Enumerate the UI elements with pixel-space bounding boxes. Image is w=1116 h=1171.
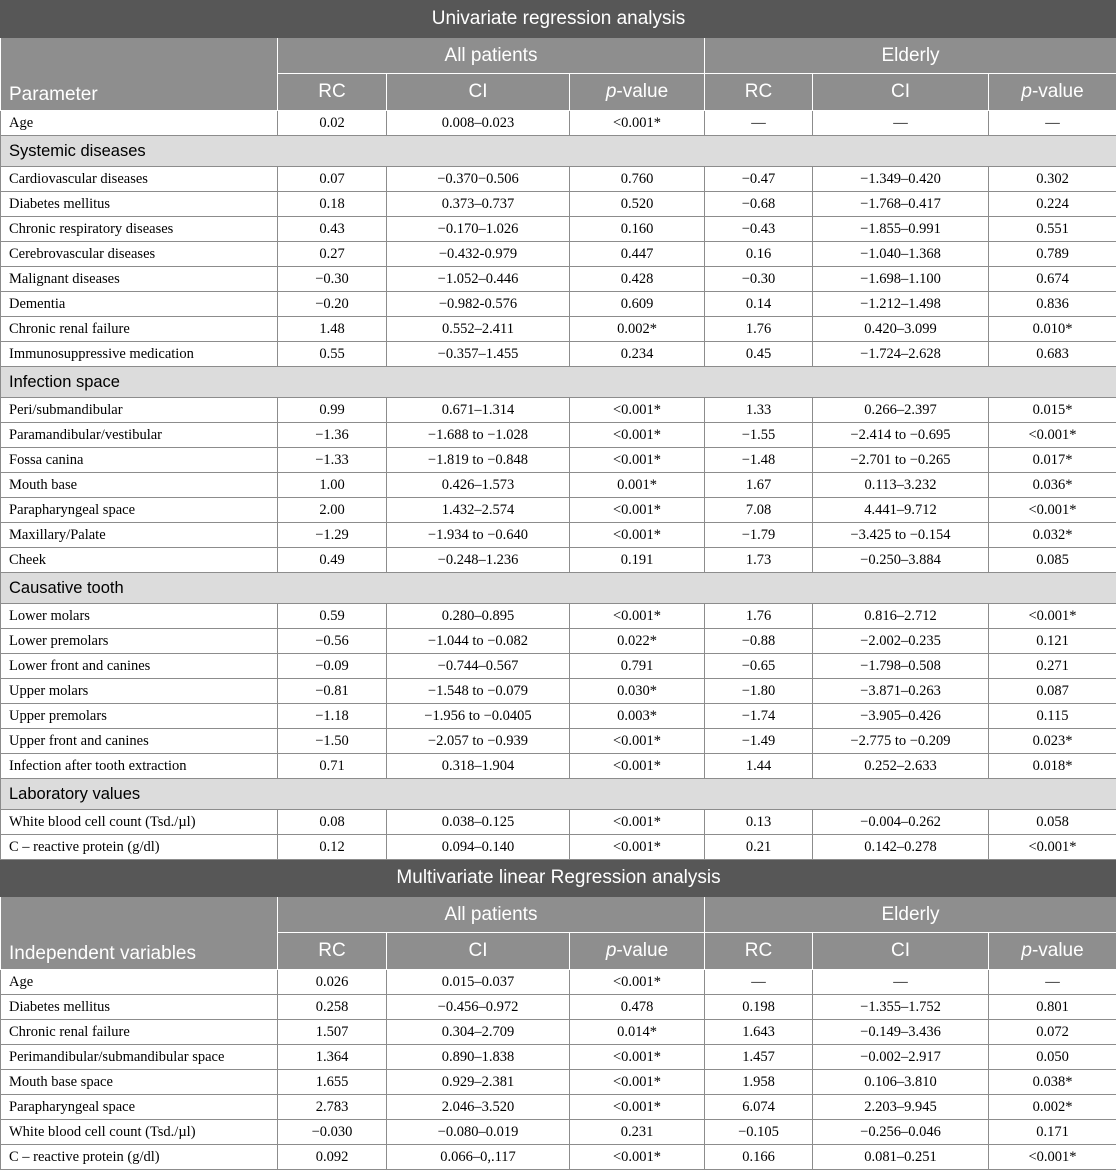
section-row — [1, 367, 1116, 398]
p-all: <0.001* — [570, 604, 705, 629]
ci-elderly: −0.256–0.046 — [813, 1120, 989, 1145]
rc-all: −1.29 — [278, 523, 387, 548]
rc-elderly: −0.105 — [705, 1120, 813, 1145]
p-all: 0.030* — [570, 679, 705, 704]
rc-elderly: — — [705, 970, 813, 995]
rc-all: 0.092 — [278, 1145, 387, 1170]
ci-all: −1.956 to −0.0405 — [387, 704, 570, 729]
ci-elderly: −0.004–0.262 — [813, 810, 989, 835]
rc-elderly: 1.457 — [705, 1045, 813, 1070]
ci-all: −1.548 to −0.079 — [387, 679, 570, 704]
rc-all: −1.18 — [278, 704, 387, 729]
p-elderly: 0.171 — [989, 1120, 1116, 1145]
row-label: Age — [1, 111, 278, 136]
rc-all: 0.27 — [278, 242, 387, 267]
ci-all: 0.426–1.573 — [387, 473, 570, 498]
p-elderly: 0.010* — [989, 317, 1116, 342]
p-elderly: 0.789 — [989, 242, 1116, 267]
section-title: Causative tooth — [1, 573, 1116, 604]
rc-all: 0.08 — [278, 810, 387, 835]
ci-elderly: −0.002–2.917 — [813, 1045, 989, 1070]
rc-elderly: 0.13 — [705, 810, 813, 835]
ci-elderly: — — [813, 970, 989, 995]
row-label: Lower front and canines — [1, 654, 278, 679]
p-all: <0.001* — [570, 111, 705, 136]
p-elderly: 0.302 — [989, 167, 1116, 192]
ci-elderly: 0.816–2.712 — [813, 604, 989, 629]
row-label: Cardiovascular diseases — [1, 167, 278, 192]
p-elderly: 0.018* — [989, 754, 1116, 779]
table-row — [1, 970, 1116, 995]
table-row — [1, 448, 1116, 473]
col-p-value: p-value — [989, 933, 1116, 970]
row-label: Diabetes mellitus — [1, 995, 278, 1020]
p-all: <0.001* — [570, 498, 705, 523]
table-row — [1, 1020, 1116, 1045]
ci-elderly: −3.905–0.426 — [813, 704, 989, 729]
row-label: Cheek — [1, 548, 278, 573]
univariate-title: Univariate regression analysis — [1, 1, 1116, 38]
col-p-value: p-value — [989, 74, 1116, 111]
rc-elderly: 1.73 — [705, 548, 813, 573]
rc-elderly: — — [705, 111, 813, 136]
rc-elderly: 1.76 — [705, 604, 813, 629]
p-elderly: 0.023* — [989, 729, 1116, 754]
section-row — [1, 573, 1116, 604]
ci-elderly: −0.149–3.436 — [813, 1020, 989, 1045]
section-row — [1, 779, 1116, 810]
p-all: 0.002* — [570, 317, 705, 342]
rc-all: 1.48 — [278, 317, 387, 342]
table-row — [1, 317, 1116, 342]
col-ci: CI — [813, 74, 989, 111]
rc-all: 0.12 — [278, 835, 387, 860]
parameter-header: Parameter — [1, 38, 278, 111]
rc-elderly: 1.643 — [705, 1020, 813, 1045]
ci-all: −1.052–0.446 — [387, 267, 570, 292]
section-title: Infection space — [1, 367, 1116, 398]
ci-elderly: −3.871–0.263 — [813, 679, 989, 704]
col-p-value: p-value — [570, 933, 705, 970]
row-label: Chronic renal failure — [1, 1020, 278, 1045]
row-label: Perimandibular/submandibular space — [1, 1045, 278, 1070]
ci-all: 0.094–0.140 — [387, 835, 570, 860]
row-label: C – reactive protein (g/dl) — [1, 835, 278, 860]
rc-all: −0.81 — [278, 679, 387, 704]
p-all: <0.001* — [570, 523, 705, 548]
p-elderly: <0.001* — [989, 604, 1116, 629]
table-row — [1, 111, 1116, 136]
p-elderly: 0.683 — [989, 342, 1116, 367]
group-elderly: Elderly — [705, 897, 1116, 933]
p-elderly: <0.001* — [989, 498, 1116, 523]
rc-elderly: 1.76 — [705, 317, 813, 342]
rc-all: −0.09 — [278, 654, 387, 679]
ci-all: 2.046–3.520 — [387, 1095, 570, 1120]
ci-all: −0.080–0.019 — [387, 1120, 570, 1145]
table-row — [1, 548, 1116, 573]
table-row — [1, 1045, 1116, 1070]
rc-elderly: −0.43 — [705, 217, 813, 242]
ci-all: 0.066–0,.117 — [387, 1145, 570, 1170]
p-elderly: 0.224 — [989, 192, 1116, 217]
ci-elderly: −1.855–0.991 — [813, 217, 989, 242]
ci-all: 0.038–0.125 — [387, 810, 570, 835]
table-row — [1, 1095, 1116, 1120]
col-p-value: p-value — [570, 74, 705, 111]
p-all: <0.001* — [570, 810, 705, 835]
ci-all: 0.373–0.737 — [387, 192, 570, 217]
ci-elderly: 0.113–3.232 — [813, 473, 989, 498]
ci-all: −0.744–0.567 — [387, 654, 570, 679]
col-ci: CI — [387, 74, 570, 111]
rc-all: 0.99 — [278, 398, 387, 423]
rc-all: −0.56 — [278, 629, 387, 654]
ci-elderly: −3.425 to −0.154 — [813, 523, 989, 548]
table-row — [1, 679, 1116, 704]
rc-elderly: −0.65 — [705, 654, 813, 679]
rc-elderly: −0.30 — [705, 267, 813, 292]
row-label: Paramandibular/vestibular — [1, 423, 278, 448]
row-label: Peri/submandibular — [1, 398, 278, 423]
rc-elderly: 7.08 — [705, 498, 813, 523]
rc-all: 2.00 — [278, 498, 387, 523]
rc-elderly: 1.33 — [705, 398, 813, 423]
ci-all: 0.552–2.411 — [387, 317, 570, 342]
ci-elderly: −1.040–1.368 — [813, 242, 989, 267]
ci-elderly: 0.252–2.633 — [813, 754, 989, 779]
ci-all: −0.456–0.972 — [387, 995, 570, 1020]
p-elderly: 0.050 — [989, 1045, 1116, 1070]
rc-elderly: 1.67 — [705, 473, 813, 498]
rc-all: 0.55 — [278, 342, 387, 367]
ci-all: 0.304–2.709 — [387, 1020, 570, 1045]
p-all: 0.022* — [570, 629, 705, 654]
col-rc: RC — [705, 933, 813, 970]
rc-elderly: 6.074 — [705, 1095, 813, 1120]
col-rc: RC — [278, 74, 387, 111]
ci-elderly: −2.002–0.235 — [813, 629, 989, 654]
row-label: Mouth base space — [1, 1070, 278, 1095]
col-rc: RC — [705, 74, 813, 111]
p-elderly: 0.017* — [989, 448, 1116, 473]
rc-elderly: −0.47 — [705, 167, 813, 192]
ci-elderly: −2.775 to −0.209 — [813, 729, 989, 754]
rc-elderly: −0.88 — [705, 629, 813, 654]
ci-elderly: −0.250–3.884 — [813, 548, 989, 573]
row-label: Upper molars — [1, 679, 278, 704]
p-elderly: <0.001* — [989, 835, 1116, 860]
group-all-patients: All patients — [278, 38, 705, 74]
table-row — [1, 1120, 1116, 1145]
ci-all: −1.688 to −1.028 — [387, 423, 570, 448]
rc-elderly: 0.16 — [705, 242, 813, 267]
rc-all: −1.33 — [278, 448, 387, 473]
table-row — [1, 1145, 1116, 1170]
col-ci: CI — [387, 933, 570, 970]
rc-all: 1.00 — [278, 473, 387, 498]
rc-all: −0.30 — [278, 267, 387, 292]
rc-all: 0.02 — [278, 111, 387, 136]
row-label: Upper front and canines — [1, 729, 278, 754]
p-all: <0.001* — [570, 448, 705, 473]
p-elderly: 0.121 — [989, 629, 1116, 654]
p-all: 0.003* — [570, 704, 705, 729]
ci-all: −2.057 to −0.939 — [387, 729, 570, 754]
p-all: 0.160 — [570, 217, 705, 242]
rc-elderly: −0.68 — [705, 192, 813, 217]
multivariate-header — [1, 860, 1116, 970]
ci-elderly: 2.203–9.945 — [813, 1095, 989, 1120]
p-elderly: 0.015* — [989, 398, 1116, 423]
ci-elderly: −2.414 to −0.695 — [813, 423, 989, 448]
ci-elderly: −1.698–1.100 — [813, 267, 989, 292]
ci-all: 0.008–0.023 — [387, 111, 570, 136]
rc-all: −0.20 — [278, 292, 387, 317]
rc-all: 1.655 — [278, 1070, 387, 1095]
row-label: Mouth base — [1, 473, 278, 498]
table-row — [1, 523, 1116, 548]
p-all: 0.428 — [570, 267, 705, 292]
ci-elderly: −1.798–0.508 — [813, 654, 989, 679]
p-all: 0.447 — [570, 242, 705, 267]
rc-elderly: −1.55 — [705, 423, 813, 448]
p-all: <0.001* — [570, 1145, 705, 1170]
rc-all: −1.50 — [278, 729, 387, 754]
multivariate-title: Multivariate linear Regression analysis — [1, 860, 1116, 897]
row-label: Upper premolars — [1, 704, 278, 729]
ci-all: −0.248–1.236 — [387, 548, 570, 573]
p-all: <0.001* — [570, 423, 705, 448]
independent-variables-header: Independent variables — [1, 897, 278, 970]
ci-elderly: — — [813, 111, 989, 136]
p-elderly: <0.001* — [989, 1145, 1116, 1170]
table-row — [1, 629, 1116, 654]
p-elderly: 0.836 — [989, 292, 1116, 317]
p-elderly: 0.085 — [989, 548, 1116, 573]
row-label: Malignant diseases — [1, 267, 278, 292]
ci-elderly: 0.142–0.278 — [813, 835, 989, 860]
p-all: <0.001* — [570, 835, 705, 860]
table-row — [1, 729, 1116, 754]
p-elderly: 0.002* — [989, 1095, 1116, 1120]
rc-all: 0.026 — [278, 970, 387, 995]
ci-elderly: 0.266–2.397 — [813, 398, 989, 423]
ci-all: −0.432-0.979 — [387, 242, 570, 267]
p-all: 0.234 — [570, 342, 705, 367]
ci-all: −1.819 to −0.848 — [387, 448, 570, 473]
ci-all: 0.280–0.895 — [387, 604, 570, 629]
row-label: Fossa canina — [1, 448, 278, 473]
rc-elderly: 0.166 — [705, 1145, 813, 1170]
p-elderly: 0.115 — [989, 704, 1116, 729]
ci-elderly: 4.441–9.712 — [813, 498, 989, 523]
table-row — [1, 498, 1116, 523]
ci-elderly: −1.212–1.498 — [813, 292, 989, 317]
p-elderly: 0.801 — [989, 995, 1116, 1020]
col-ci: CI — [813, 933, 989, 970]
table-row — [1, 342, 1116, 367]
row-label: Dementia — [1, 292, 278, 317]
rc-all: −1.36 — [278, 423, 387, 448]
rc-all: 0.43 — [278, 217, 387, 242]
ci-elderly: −1.349–0.420 — [813, 167, 989, 192]
p-all: 0.191 — [570, 548, 705, 573]
row-label: Cerebrovascular diseases — [1, 242, 278, 267]
p-all: <0.001* — [570, 1045, 705, 1070]
ci-all: −0.982-0.576 — [387, 292, 570, 317]
ci-elderly: 0.081–0.251 — [813, 1145, 989, 1170]
row-label: Chronic respiratory diseases — [1, 217, 278, 242]
p-elderly: 0.674 — [989, 267, 1116, 292]
rc-all: 1.507 — [278, 1020, 387, 1045]
table-row — [1, 810, 1116, 835]
table-row — [1, 604, 1116, 629]
table-row — [1, 267, 1116, 292]
p-all: <0.001* — [570, 729, 705, 754]
ci-elderly: −2.701 to −0.265 — [813, 448, 989, 473]
p-elderly: 0.072 — [989, 1020, 1116, 1045]
rc-elderly: −1.48 — [705, 448, 813, 473]
rc-elderly: 0.14 — [705, 292, 813, 317]
table-row — [1, 242, 1116, 267]
p-all: <0.001* — [570, 754, 705, 779]
group-all-patients: All patients — [278, 897, 705, 933]
p-elderly: 0.058 — [989, 810, 1116, 835]
multivariate-body — [1, 970, 1116, 1170]
rc-all: 0.49 — [278, 548, 387, 573]
p-all: 0.014* — [570, 1020, 705, 1045]
row-label: Lower premolars — [1, 629, 278, 654]
rc-all: 0.18 — [278, 192, 387, 217]
row-label: Chronic renal failure — [1, 317, 278, 342]
univariate-body — [1, 111, 1116, 860]
ci-all: −0.357–1.455 — [387, 342, 570, 367]
ci-all: 0.890–1.838 — [387, 1045, 570, 1070]
p-elderly: 0.271 — [989, 654, 1116, 679]
rc-all: 0.258 — [278, 995, 387, 1020]
p-all: 0.231 — [570, 1120, 705, 1145]
p-all: <0.001* — [570, 398, 705, 423]
table-row — [1, 835, 1116, 860]
ci-all: 1.432–2.574 — [387, 498, 570, 523]
ci-elderly: −1.724–2.628 — [813, 342, 989, 367]
ci-all: −1.044 to −0.082 — [387, 629, 570, 654]
rc-elderly: 1.958 — [705, 1070, 813, 1095]
p-all: 0.520 — [570, 192, 705, 217]
rc-elderly: −1.74 — [705, 704, 813, 729]
row-label: C – reactive protein (g/dl) — [1, 1145, 278, 1170]
ci-all: −1.934 to −0.640 — [387, 523, 570, 548]
ci-elderly: −1.355–1.752 — [813, 995, 989, 1020]
p-all: 0.791 — [570, 654, 705, 679]
rc-elderly: −1.80 — [705, 679, 813, 704]
ci-elderly: 0.106–3.810 — [813, 1070, 989, 1095]
rc-all: 0.59 — [278, 604, 387, 629]
table-row — [1, 398, 1116, 423]
table-row — [1, 473, 1116, 498]
table-row — [1, 292, 1116, 317]
table-row — [1, 995, 1116, 1020]
row-label: Parapharyngeal space — [1, 1095, 278, 1120]
p-all: <0.001* — [570, 1095, 705, 1120]
p-all: 0.760 — [570, 167, 705, 192]
p-elderly: <0.001* — [989, 423, 1116, 448]
ci-all: 0.015–0.037 — [387, 970, 570, 995]
ci-elderly: 0.420–3.099 — [813, 317, 989, 342]
row-label: Diabetes mellitus — [1, 192, 278, 217]
p-elderly: 0.036* — [989, 473, 1116, 498]
ci-all: −0.370−0.506 — [387, 167, 570, 192]
ci-all: 0.318–1.904 — [387, 754, 570, 779]
p-all: <0.001* — [570, 1070, 705, 1095]
row-label: White blood cell count (Tsd./µl) — [1, 810, 278, 835]
rc-elderly: −1.49 — [705, 729, 813, 754]
row-label: Maxillary/Palate — [1, 523, 278, 548]
section-title: Systemic diseases — [1, 136, 1116, 167]
section-title: Laboratory values — [1, 779, 1116, 810]
row-label: Lower molars — [1, 604, 278, 629]
rc-elderly: 0.198 — [705, 995, 813, 1020]
row-label: Infection after tooth extraction — [1, 754, 278, 779]
rc-elderly: 0.21 — [705, 835, 813, 860]
table-row — [1, 654, 1116, 679]
rc-elderly: 0.45 — [705, 342, 813, 367]
univariate-header — [1, 1, 1116, 111]
p-elderly: 0.038* — [989, 1070, 1116, 1095]
p-elderly: — — [989, 111, 1116, 136]
ci-all: 0.671–1.314 — [387, 398, 570, 423]
p-all: 0.609 — [570, 292, 705, 317]
p-all: 0.001* — [570, 473, 705, 498]
row-label: Immunosuppressive medication — [1, 342, 278, 367]
p-elderly: — — [989, 970, 1116, 995]
table-row — [1, 217, 1116, 242]
table-row — [1, 192, 1116, 217]
rc-all: 1.364 — [278, 1045, 387, 1070]
rc-all: −0.030 — [278, 1120, 387, 1145]
row-label: White blood cell count (Tsd./µl) — [1, 1120, 278, 1145]
rc-all: 0.07 — [278, 167, 387, 192]
row-label: Age — [1, 970, 278, 995]
rc-all: 2.783 — [278, 1095, 387, 1120]
p-all: 0.478 — [570, 995, 705, 1020]
ci-elderly: −1.768–0.417 — [813, 192, 989, 217]
ci-all: 0.929–2.381 — [387, 1070, 570, 1095]
section-row — [1, 136, 1116, 167]
table-row — [1, 1070, 1116, 1095]
p-all: <0.001* — [570, 970, 705, 995]
p-elderly: 0.087 — [989, 679, 1116, 704]
row-label: Parapharyngeal space — [1, 498, 278, 523]
p-elderly: 0.551 — [989, 217, 1116, 242]
table-row — [1, 754, 1116, 779]
table-row — [1, 423, 1116, 448]
col-rc: RC — [278, 933, 387, 970]
rc-elderly: −1.79 — [705, 523, 813, 548]
ci-all: −0.170–1.026 — [387, 217, 570, 242]
table-row — [1, 704, 1116, 729]
rc-elderly: 1.44 — [705, 754, 813, 779]
rc-all: 0.71 — [278, 754, 387, 779]
p-elderly: 0.032* — [989, 523, 1116, 548]
table-row — [1, 167, 1116, 192]
group-elderly: Elderly — [705, 38, 1116, 74]
